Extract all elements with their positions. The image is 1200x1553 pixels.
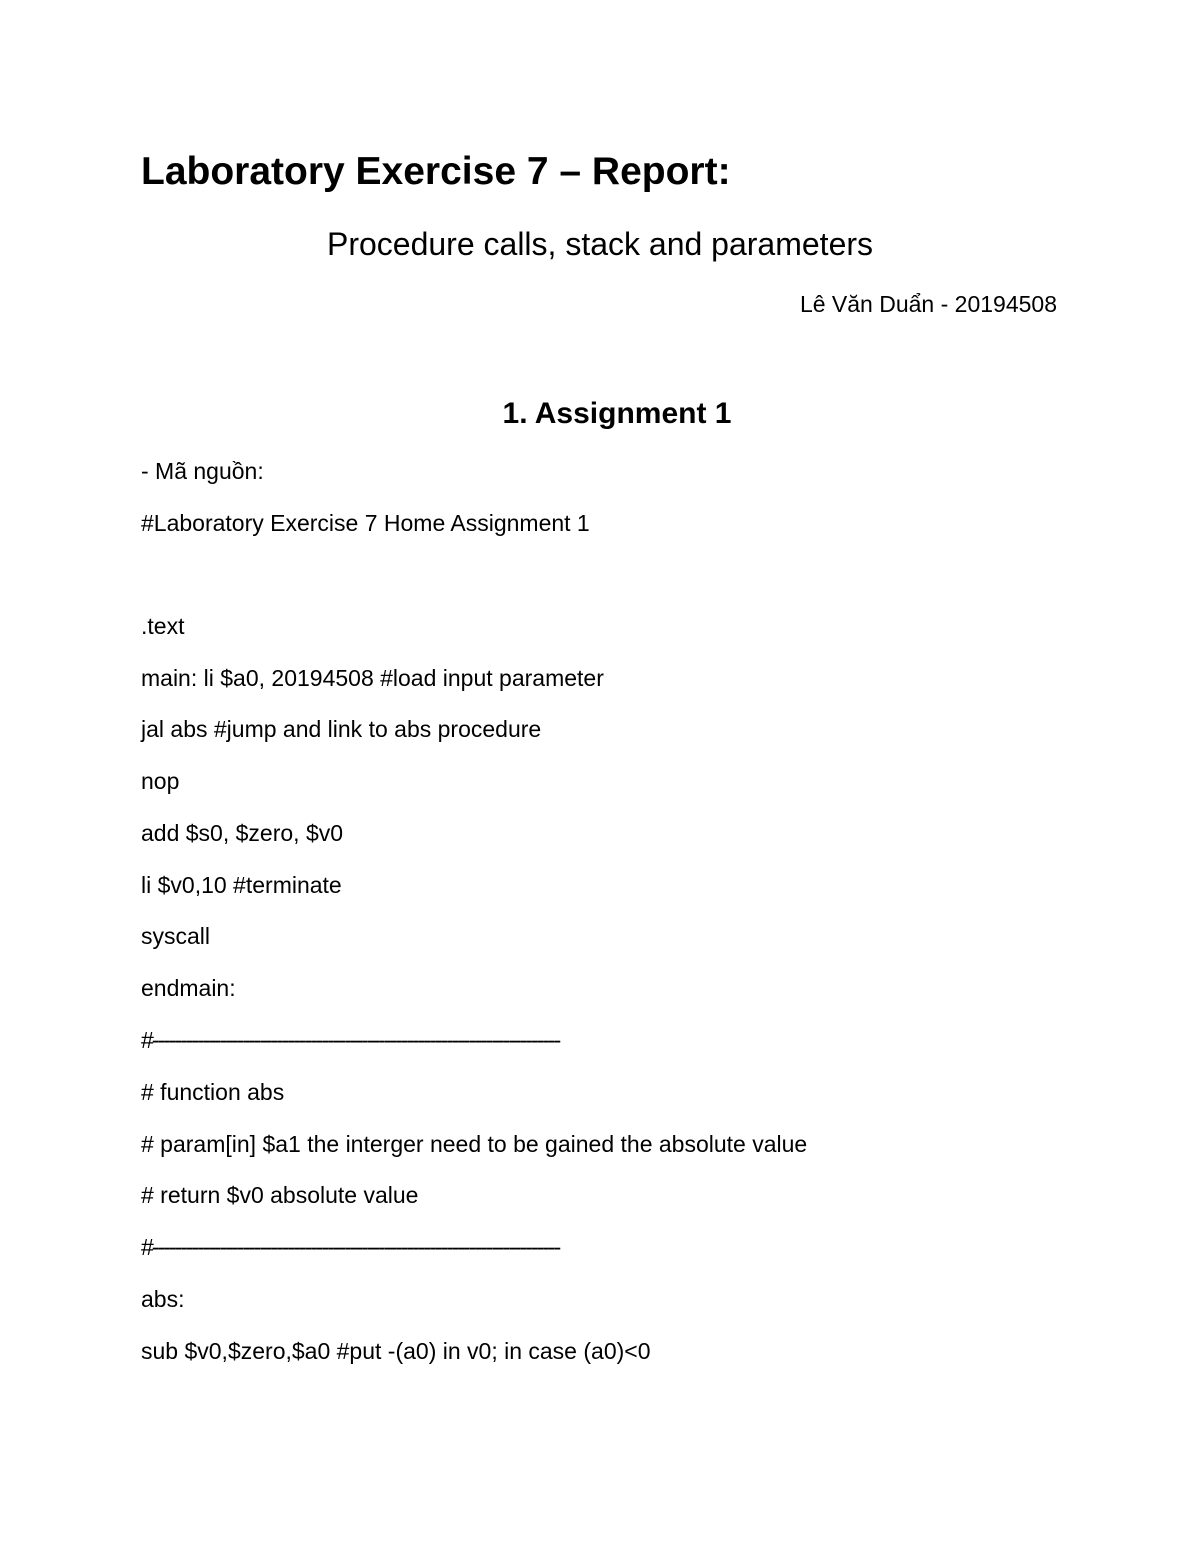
code-line-li-terminate: li $v0,10 #terminate: [141, 872, 342, 898]
code-line-add: add $s0, $zero, $v0: [141, 820, 344, 846]
code-line-endmain: endmain:: [141, 975, 236, 1001]
code-line-main: main: li $a0, 20194508 #load input parameter: [141, 665, 604, 691]
section-heading: 1. Assignment 1: [502, 397, 732, 430]
code-line-text-directive: .text: [141, 613, 185, 639]
code-line-param-comment: # param[in] $a1 the interger need to be gained the absolute value: [141, 1131, 808, 1157]
author-line: Lê Văn Duẩn - 20194508: [799, 291, 1057, 317]
code-line-abs-label: abs:: [141, 1286, 185, 1312]
document-title: Laboratory Exercise 7 – Report:: [141, 150, 731, 193]
source-code-label: - Mã nguồn:: [141, 458, 264, 484]
code-line-nop: nop: [141, 768, 180, 794]
code-line-sub: sub $v0,$zero,$a0 #put -(a0) in v0; in case (a0)<0: [141, 1338, 651, 1364]
code-line-return-comment: # return $v0 absolute value: [141, 1182, 419, 1208]
code-line-separator: #------------------------------------------------------------------------: [141, 1234, 560, 1260]
code-line-function-comment: # function abs: [141, 1079, 285, 1105]
code-line-separator: #------------------------------------------------------------------------: [141, 1027, 560, 1053]
document-subtitle: Procedure calls, stack and parameters: [326, 226, 874, 262]
code-line-header-comment: #Laboratory Exercise 7 Home Assignment 1: [141, 510, 590, 536]
code-line-jal: jal abs #jump and link to abs procedure: [141, 716, 542, 742]
code-line-syscall: syscall: [141, 923, 211, 949]
